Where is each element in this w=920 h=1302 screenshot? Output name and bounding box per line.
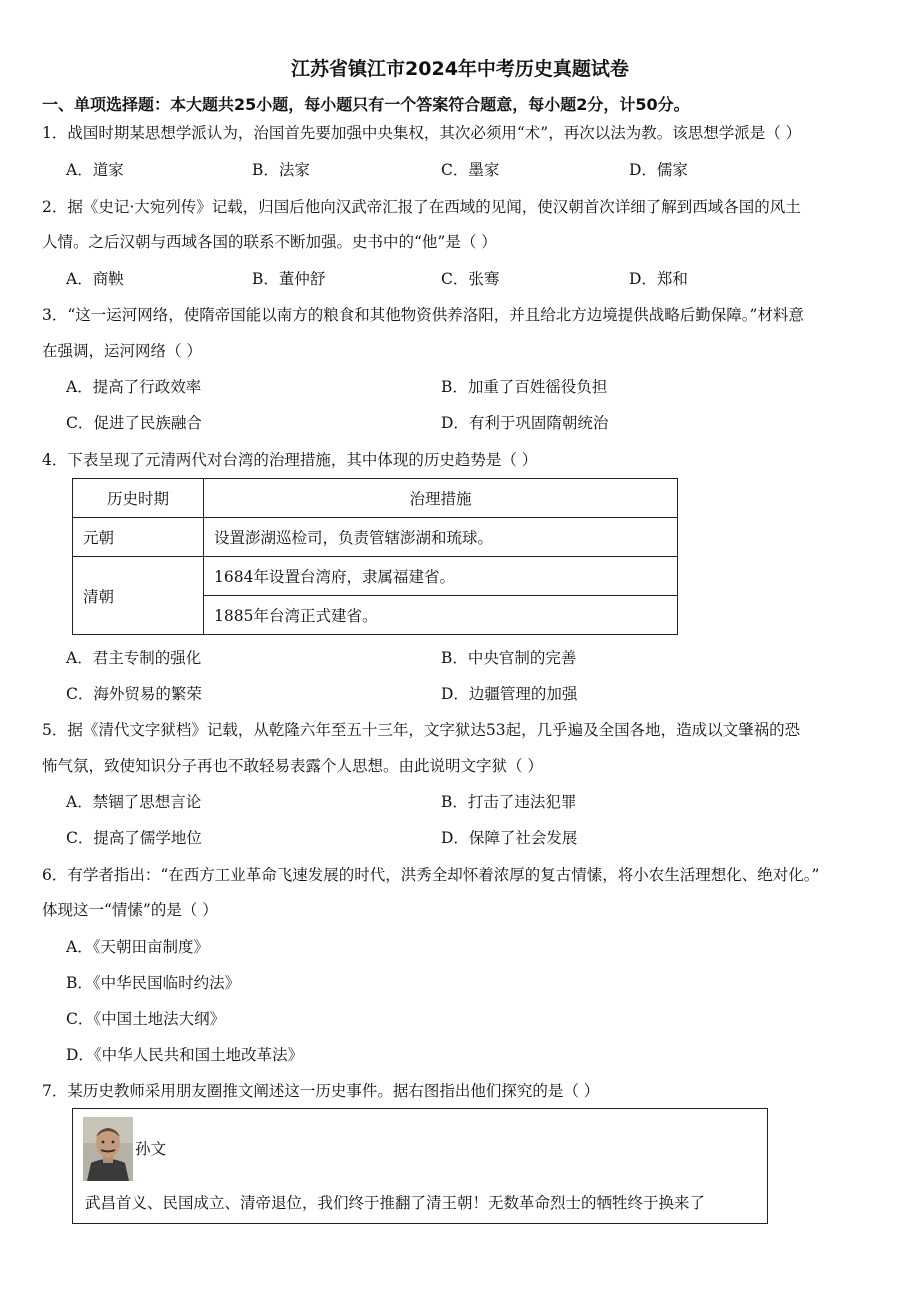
q6-option-d: D．《中华人民共和国土地改革法》 — [66, 1046, 304, 1064]
q1-option-b: B．法家 — [252, 161, 310, 179]
table-header-row — [73, 479, 678, 518]
section-heading: 一、单项选择题：本大题共25小题，每小题只有一个答案符合题意，每小题2分，计50分。 — [42, 95, 690, 114]
avatar — [83, 1117, 133, 1181]
table-row — [73, 518, 678, 557]
question-3-stem: 3．“这一运河网络，使隋帝国能以南方的粮食和其他物资供养洛阳，并且给北方边境提供战略后勤保障。”材料意 — [42, 306, 804, 324]
q5-option-d: D．保障了社会发展 — [441, 829, 578, 847]
table-header-period: 历史时期 — [73, 479, 204, 518]
q3-option-a: A．提高了行政效率 — [66, 378, 202, 396]
q6-option-c: C．《中国土地法大纲》 — [66, 1010, 226, 1028]
question-6-stem: 6．有学者指出：“在西方工业革命飞速发展的时代，洪秀全却怀着浓厚的复古情愫，将小农生活理想化、绝对化。” — [42, 866, 820, 884]
q1-option-c: C．墨家 — [441, 161, 500, 179]
question-7-stem: 7．某历史教师采用朋友圈推文阐述这一历史事件。据右图指出他们探究的是（ ） — [42, 1082, 600, 1100]
q1-option-d: D．儒家 — [629, 161, 688, 179]
question-4-stem: 4．下表呈现了元清两代对台湾的治理措施，其中体现的历史趋势是（ ） — [42, 451, 538, 469]
q1-option-a: A．道家 — [66, 161, 124, 179]
q3-option-b: B．加重了百姓徭役负担 — [441, 378, 608, 396]
q4-option-d: D．边疆管理的加强 — [441, 685, 578, 703]
q5-option-a: A．禁锢了思想言论 — [66, 793, 202, 811]
social-post — [72, 1108, 768, 1224]
table-cell-measure: 设置澎湖巡检司，负责管辖澎湖和琉球。 — [204, 518, 678, 557]
post-text: 武昌首义、民国成立、清帝退位，我们终于推翻了清王朝！无数革命烈士的牺牲终于换来了 — [85, 1194, 706, 1212]
q4-option-b: B．中央官制的完善 — [441, 649, 577, 667]
q2-option-d: D．郑和 — [629, 270, 688, 288]
question-1-stem: 1．战国时期某思想学派认为，治国首先要加强中央集权，其次必须用“术”，再次以法为教。该思想学派是（ ） — [42, 124, 802, 142]
post-author-name: 孙文 — [135, 1140, 167, 1158]
question-2-stem-cont: 人情。之后汉朝与西域各国的联系不断加强。史书中的“他”是（ ） — [42, 233, 497, 251]
q6-option-b: B．《中华民国临时约法》 — [66, 974, 241, 992]
table-cell-measure: 1684年设置台湾府，隶属福建省。 — [204, 557, 678, 596]
page-title: 江苏省镇江市2024年中考历史真题试卷 — [291, 58, 629, 80]
question-2-stem: 2．据《史记·大宛列传》记载，归国后他向汉武帝汇报了在西域的见闻，使汉朝首次详细了解到西域各国的风土 — [42, 198, 801, 216]
q6-option-a: A．《天朝田亩制度》 — [66, 938, 209, 956]
question-6-stem-cont: 体现这一“情愫”的是（ ） — [42, 901, 218, 919]
question-5-stem-cont: 怖气氛，致使知识分子再也不敢轻易表露个人思想。由此说明文字狱（ ） — [42, 757, 543, 775]
q3-option-c: C．促进了民族融合 — [66, 414, 202, 432]
table-row — [73, 557, 678, 596]
table-cell-period: 清朝 — [73, 557, 204, 635]
q4-option-c: C．海外贸易的繁荣 — [66, 685, 202, 703]
question-5-stem: 5．据《清代文字狱档》记载，从乾隆六年至五十三年，文字狱达53起，几乎遍及全国各地，造成以文肇祸的恐 — [42, 721, 801, 739]
table-cell-period: 元朝 — [73, 518, 204, 557]
q2-option-a: A．商鞅 — [66, 270, 124, 288]
table-cell-measure: 1885年台湾正式建省。 — [204, 596, 678, 635]
question-3-stem-cont: 在强调，运河网络（ ） — [42, 342, 202, 360]
q3-option-d: D．有利于巩固隋朝统治 — [441, 414, 609, 432]
q2-option-c: C．张骞 — [441, 270, 500, 288]
q5-option-b: B．打击了违法犯罪 — [441, 793, 577, 811]
q5-option-c: C．提高了儒学地位 — [66, 829, 202, 847]
q4-option-a: A．君主专制的强化 — [66, 649, 202, 667]
q2-option-b: B．董仲舒 — [252, 270, 326, 288]
table-header-measures: 治理措施 — [204, 479, 678, 518]
governance-table — [72, 478, 678, 635]
